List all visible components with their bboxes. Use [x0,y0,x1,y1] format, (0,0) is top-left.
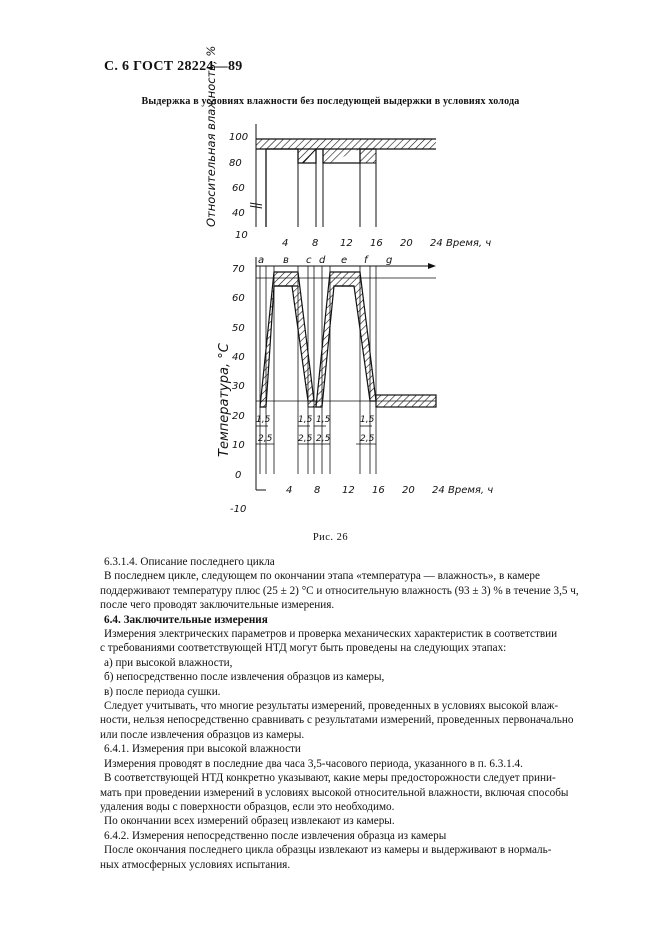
paragraph: с требованиями соответствующей НТД могут быть проведены на следующих этапах: [100,642,507,655]
temperature-tick: 20 [232,411,245,422]
list-item: а) при высокой влажности, [104,656,233,669]
paragraph: В последнем цикле, следующем по окончании этапа «температура — влажность», в камере [104,570,540,583]
section-heading: 6.4. Заключительные измерения [104,613,268,626]
humidity-tick: 10 [235,230,248,241]
temperature-x-tick: 16 [372,485,385,496]
dimension-label: 1,5 [298,415,313,425]
dimension-label: 2,5 [360,434,375,444]
paragraph: Измерения проводят в последние два часа 3,5-часового периода, указанного в п. 6.3.1.4. [104,757,523,770]
dimension-label: 1,5 [316,415,331,425]
temperature-x-tick: 4 [286,485,293,496]
temperature-x-tick: 8 [314,485,321,496]
list-item: в) после периода сушки. [104,685,221,698]
figure-title: Выдержка в условиях влажности без последующей выдержки в условиях холода [141,96,520,107]
paragraph: После окончания последнего цикла образцы извлекают из камеры и выдерживают в нормаль- [104,844,552,857]
humidity-chart [204,46,491,249]
temperature-tick: 60 [232,293,245,304]
phase-letter: е [341,255,348,266]
phase-letter: f [364,255,368,266]
paragraph: ности, нельзя непосредственно сравнивать с результатами измерений, проведенных первоначально [100,714,574,727]
body-text [100,555,614,872]
dimension-label: 1,5 [360,415,375,425]
humidity-x-tick: 4 [282,238,289,249]
temperature-tick: 0 [235,470,242,481]
paragraph: удаления воды с поверхности образцов, если это необходимо. [100,800,395,813]
humidity-tick: 80 [229,158,242,169]
dimension-label: 2,5 [258,434,273,444]
phase-letter: а [258,255,265,266]
dimension-label: 2,5 [316,434,331,444]
subsection-heading: 6.4.1. Измерения при высокой влажности [104,743,301,756]
humidity-x-tick: 20 [400,238,413,249]
phase-letter: d [319,255,326,266]
paragraph: Измерения электрических параметров и проверка механических характеристик в соответствии [104,628,558,641]
paragraph: По окончании всех измерений образец извлекают из камеры. [104,815,395,828]
phase-letter: g [386,255,393,266]
temperature-tick: 10 [232,440,245,451]
paragraph: ных атмосферных условиях испытания. [100,858,291,871]
temperature-x-tick: 20 [402,485,415,496]
temperature-tick: 50 [232,323,245,334]
temperature-axis-label: Температура, °С [217,343,232,457]
humidity-tick: 40 [232,208,245,219]
humidity-x-tick: 16 [370,238,383,249]
temperature-x-tick: 12 [342,485,355,496]
temperature-x-label: Время, ч [448,485,494,496]
paragraph: В соответствующей НТД конкретно указывают, какие меры предосторожности следует прини- [104,772,556,785]
phase-letter: с [306,255,312,266]
humidity-x-tick: 8 [312,238,319,249]
dimension-label: 1,5 [256,415,271,425]
temperature-chart [217,255,493,515]
humidity-tick: 60 [232,183,245,194]
page-header: С. 6 ГОСТ 28224—89 [104,59,243,74]
temperature-x-tick: 24 [432,485,445,496]
paragraph: после чего проводят заключительные измерения. [100,599,335,612]
phase-letter: в [283,255,289,266]
temperature-tick: 40 [232,352,245,363]
temperature-tick: 70 [232,264,245,275]
humidity-x-tick: 12 [340,238,353,249]
humidity-x-tick: 24 [430,238,443,249]
paragraph: 6.3.1.4. Описание последнего цикла [104,556,275,568]
list-item: б) непосредственно после извлечения образцов из камеры, [104,671,385,684]
paragraph: поддерживают температуру плюс (25 ± 2) °С и относительную влажность (93 ± 3) % в течение 3,5 ч, [100,584,579,597]
paragraph: или после извлечения образцов из камеры. [100,728,305,741]
paragraph: Следует учитывать, что многие результаты измерений, проведенных в условиях высокой влаж- [104,700,559,713]
figure-caption: Рис. 26 [312,532,349,543]
humidity-axis-label: Относительная влажность, % [204,45,218,227]
humidity-x-label: Время, ч [446,238,492,249]
humidity-tick: 100 [229,132,249,143]
paragraph: мать при проведении измерений в условиях высокой относительной влажности, включая способы [100,786,569,799]
subsection-heading: 6.4.2. Измерения непосредственно после извлечения образца из камеры [104,829,447,842]
dimension-label: 2,5 [298,434,313,444]
temperature-tick: -10 [230,504,247,515]
temperature-tick: 30 [232,381,245,392]
